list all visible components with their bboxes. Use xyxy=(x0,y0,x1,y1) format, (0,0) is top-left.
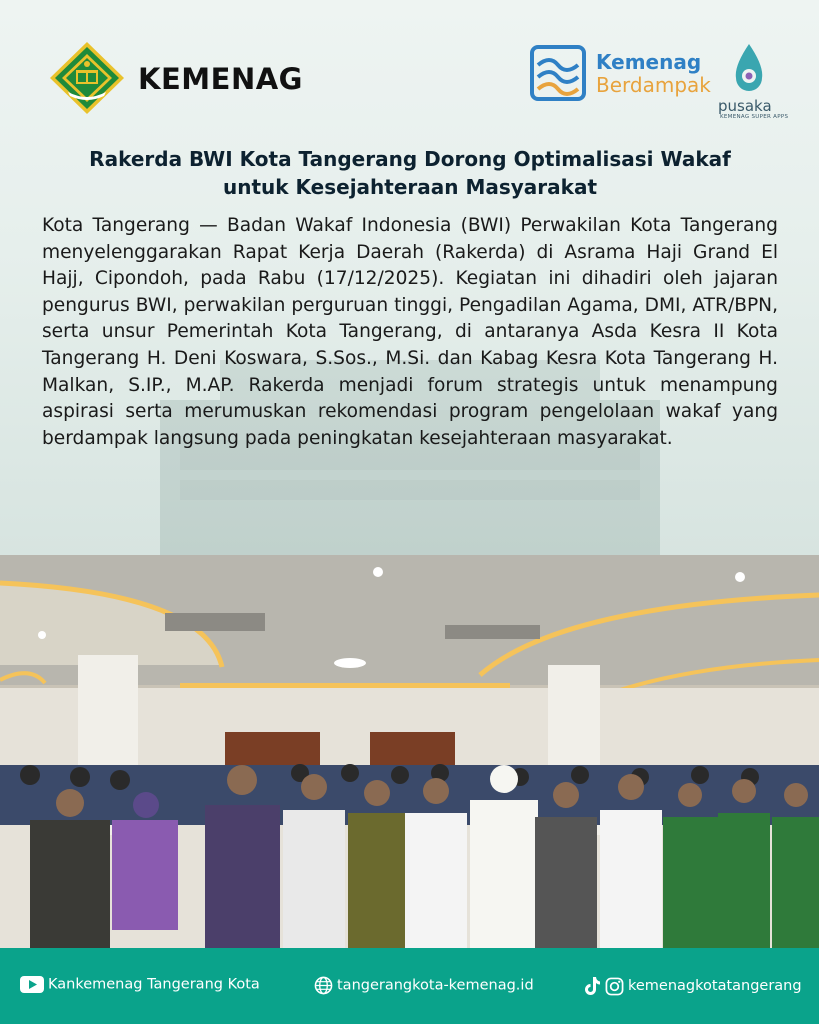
globe-icon xyxy=(314,976,333,995)
berdampak-line1: Kemenag xyxy=(596,50,702,74)
tiktok-icon xyxy=(583,976,601,996)
youtube-icon xyxy=(20,976,44,993)
footer-bar xyxy=(0,948,819,1024)
berdampak-line2: Berdampak xyxy=(596,73,711,97)
youtube-channel: Kankemenag Tangerang Kota xyxy=(48,976,260,993)
article-title xyxy=(40,145,780,201)
social-handle: kemenagkotatangerang xyxy=(628,978,802,994)
pusaka-drop-icon xyxy=(732,42,766,94)
pusaka-tagline: KEMENAG SUPER APPS xyxy=(720,114,789,120)
title-line-1: Rakerda BWI Kota Tangerang Dorong Optimalisasi Wakaf xyxy=(89,147,731,171)
brand-name: KEMENAG xyxy=(138,62,303,96)
event-group-photo xyxy=(0,555,819,948)
kemenag-berdampak-icon xyxy=(530,45,586,101)
instagram-icon xyxy=(605,977,624,996)
footer-website[interactable] xyxy=(314,976,534,995)
title-line-2: untuk Kesejahteraan Masyarakat xyxy=(222,175,598,199)
kemenag-emblem-icon xyxy=(48,40,126,116)
website-url: tangerangkota-kemenag.id xyxy=(337,977,534,994)
article-body: Kota Tangerang — Badan Wakaf Indonesia (BWI) Perwakilan Kota Tangerang menyelenggarakan Rapat Kerja Daerah (Rakerda) di Asrama Haji Grand El Hajj, Cipondoh, pada Rabu (17/12/2025). Kegiatan ini dihadiri oleh jajaran pengurus BWI, perwakilan perguruan tinggi, Pengadilan Agama, DMI, ATR/BPN, serta unsur Pemerintah Kota Tangerang, di antaranya Asda Kesra II Kota Tangerang H. Deni Koswara, S.Sos., M.Si. dan Kabag Kesra Kota Tangerang H. Malkan, S.IP., M.AP. Rakerda menjadi forum strategis untuk menampung aspirasi serta merumuskan rekomendasi program pengelolaan wakaf yang berdampak langsung pada peningkatan kesejahteraan masyarakat. xyxy=(42,215,778,449)
pusaka-name: pusaka xyxy=(718,97,772,115)
footer-youtube[interactable] xyxy=(20,976,260,993)
footer-social[interactable] xyxy=(583,976,802,996)
